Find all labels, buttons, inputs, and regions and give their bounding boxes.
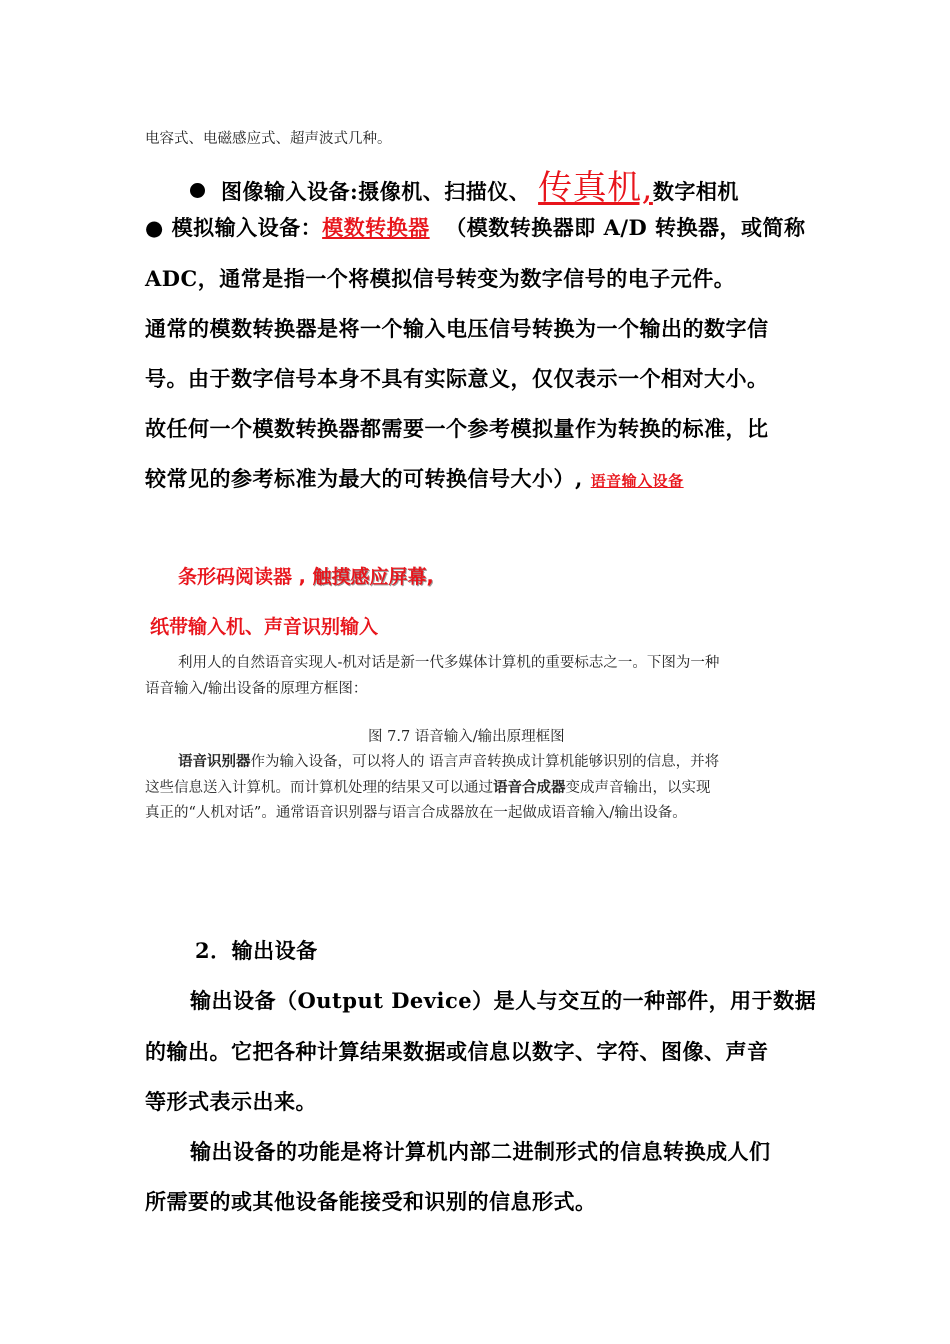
separator-comma: , [575, 466, 583, 491]
paragraph-touchscreen-types: 电容式、电磁感应式、超声波式几种。 [145, 131, 392, 147]
output-p2-line-2: 所需要的或其他设备能接受和识别的信息形式。 [145, 1189, 597, 1214]
analog-line-4: 号。由于数字信号本身不具有实际意义，仅仅表示一个相对大小。 [145, 366, 769, 391]
speech-line-5: 真正的“人机对话”。通常语音识别器与语言合成器放在一起做成语音输入/输出设备。 [145, 805, 687, 821]
speech-line4-pre: 这些信息送入计算机。而计算机处理的结果又可以通过 [145, 780, 493, 796]
speech-line-3 [178, 750, 719, 771]
analog-line-5: 故任何一个模数转换器都需要一个参考模拟量作为转换的标准，比 [145, 416, 769, 441]
tape-voice-line[interactable]: 纸带输入机、声音识别输入 [150, 616, 379, 638]
output-p1-line-1: 输出设备（Output Device）是人与交互的一种部件，用于数据 [190, 988, 817, 1013]
adc-link[interactable]: 模数转换器 [322, 215, 430, 240]
output-p2-line-1: 输出设备的功能是将计算机内部二进制形式的信息转换成人们 [190, 1139, 771, 1164]
barcode-reader-link[interactable]: 条形码阅读器 , [178, 566, 306, 588]
fax-link[interactable]: 传真机, [538, 168, 653, 208]
analog-input-label: ● 模拟输入设备： [145, 215, 323, 240]
bullet-icon [190, 183, 205, 198]
speech-line4-post: 变成声音输出，以实现 [565, 780, 711, 796]
digital-camera-text: 数字相机 [652, 179, 739, 204]
output-p1-line-3: 等形式表示出来。 [145, 1089, 317, 1114]
image-input-label: 图像输入设备:摄像机、扫描仪、 [221, 179, 531, 204]
output-p1-line-2: 的输出。它把各种计算结果数据或信息以数字、字符、图像、声音 [145, 1039, 769, 1064]
speech-recognizer-term: 语音识别器 [178, 753, 251, 770]
analog-line-6 [145, 463, 684, 493]
figure-caption: 图 7.7 语音输入/输出原理框图 [368, 729, 565, 745]
speech-synth-term: 语音合成器 [493, 779, 566, 796]
speech-line3-rest: 作为输入设备，可以将人的 语言声音转换成计算机能够识别的信息，并将 [250, 754, 720, 770]
analog-input-line [145, 212, 806, 242]
speech-line-4 [145, 776, 711, 797]
touchscreen-link[interactable]: 触摸感应屏幕, [312, 566, 434, 588]
analog-line-2: ADC，通常是指一个将模拟信号转变为数字信号的电子元件。 [145, 266, 736, 291]
speech-line-2: 语音输入/输出设备的原理方框图： [145, 681, 368, 697]
analog-line1-rest: （模数转换器即 A/D 转换器，或简称 [445, 215, 806, 240]
analog-line6-text: 较常见的参考标准为最大的可转换信号大小） [145, 466, 575, 491]
analog-line-3: 通常的模数转换器是将一个输入电压信号转换为一个输出的数字信 [145, 316, 769, 341]
speech-line-1: 利用人的自然语音实现人-机对话是新一代多媒体计算机的重要标志之一。下图为一种 [178, 655, 720, 671]
voice-input-link[interactable]: 语音输入设备 [590, 472, 684, 490]
image-input-line [190, 160, 739, 209]
section-heading-output: 2．输出设备 [195, 938, 318, 963]
barcode-line [178, 562, 434, 589]
